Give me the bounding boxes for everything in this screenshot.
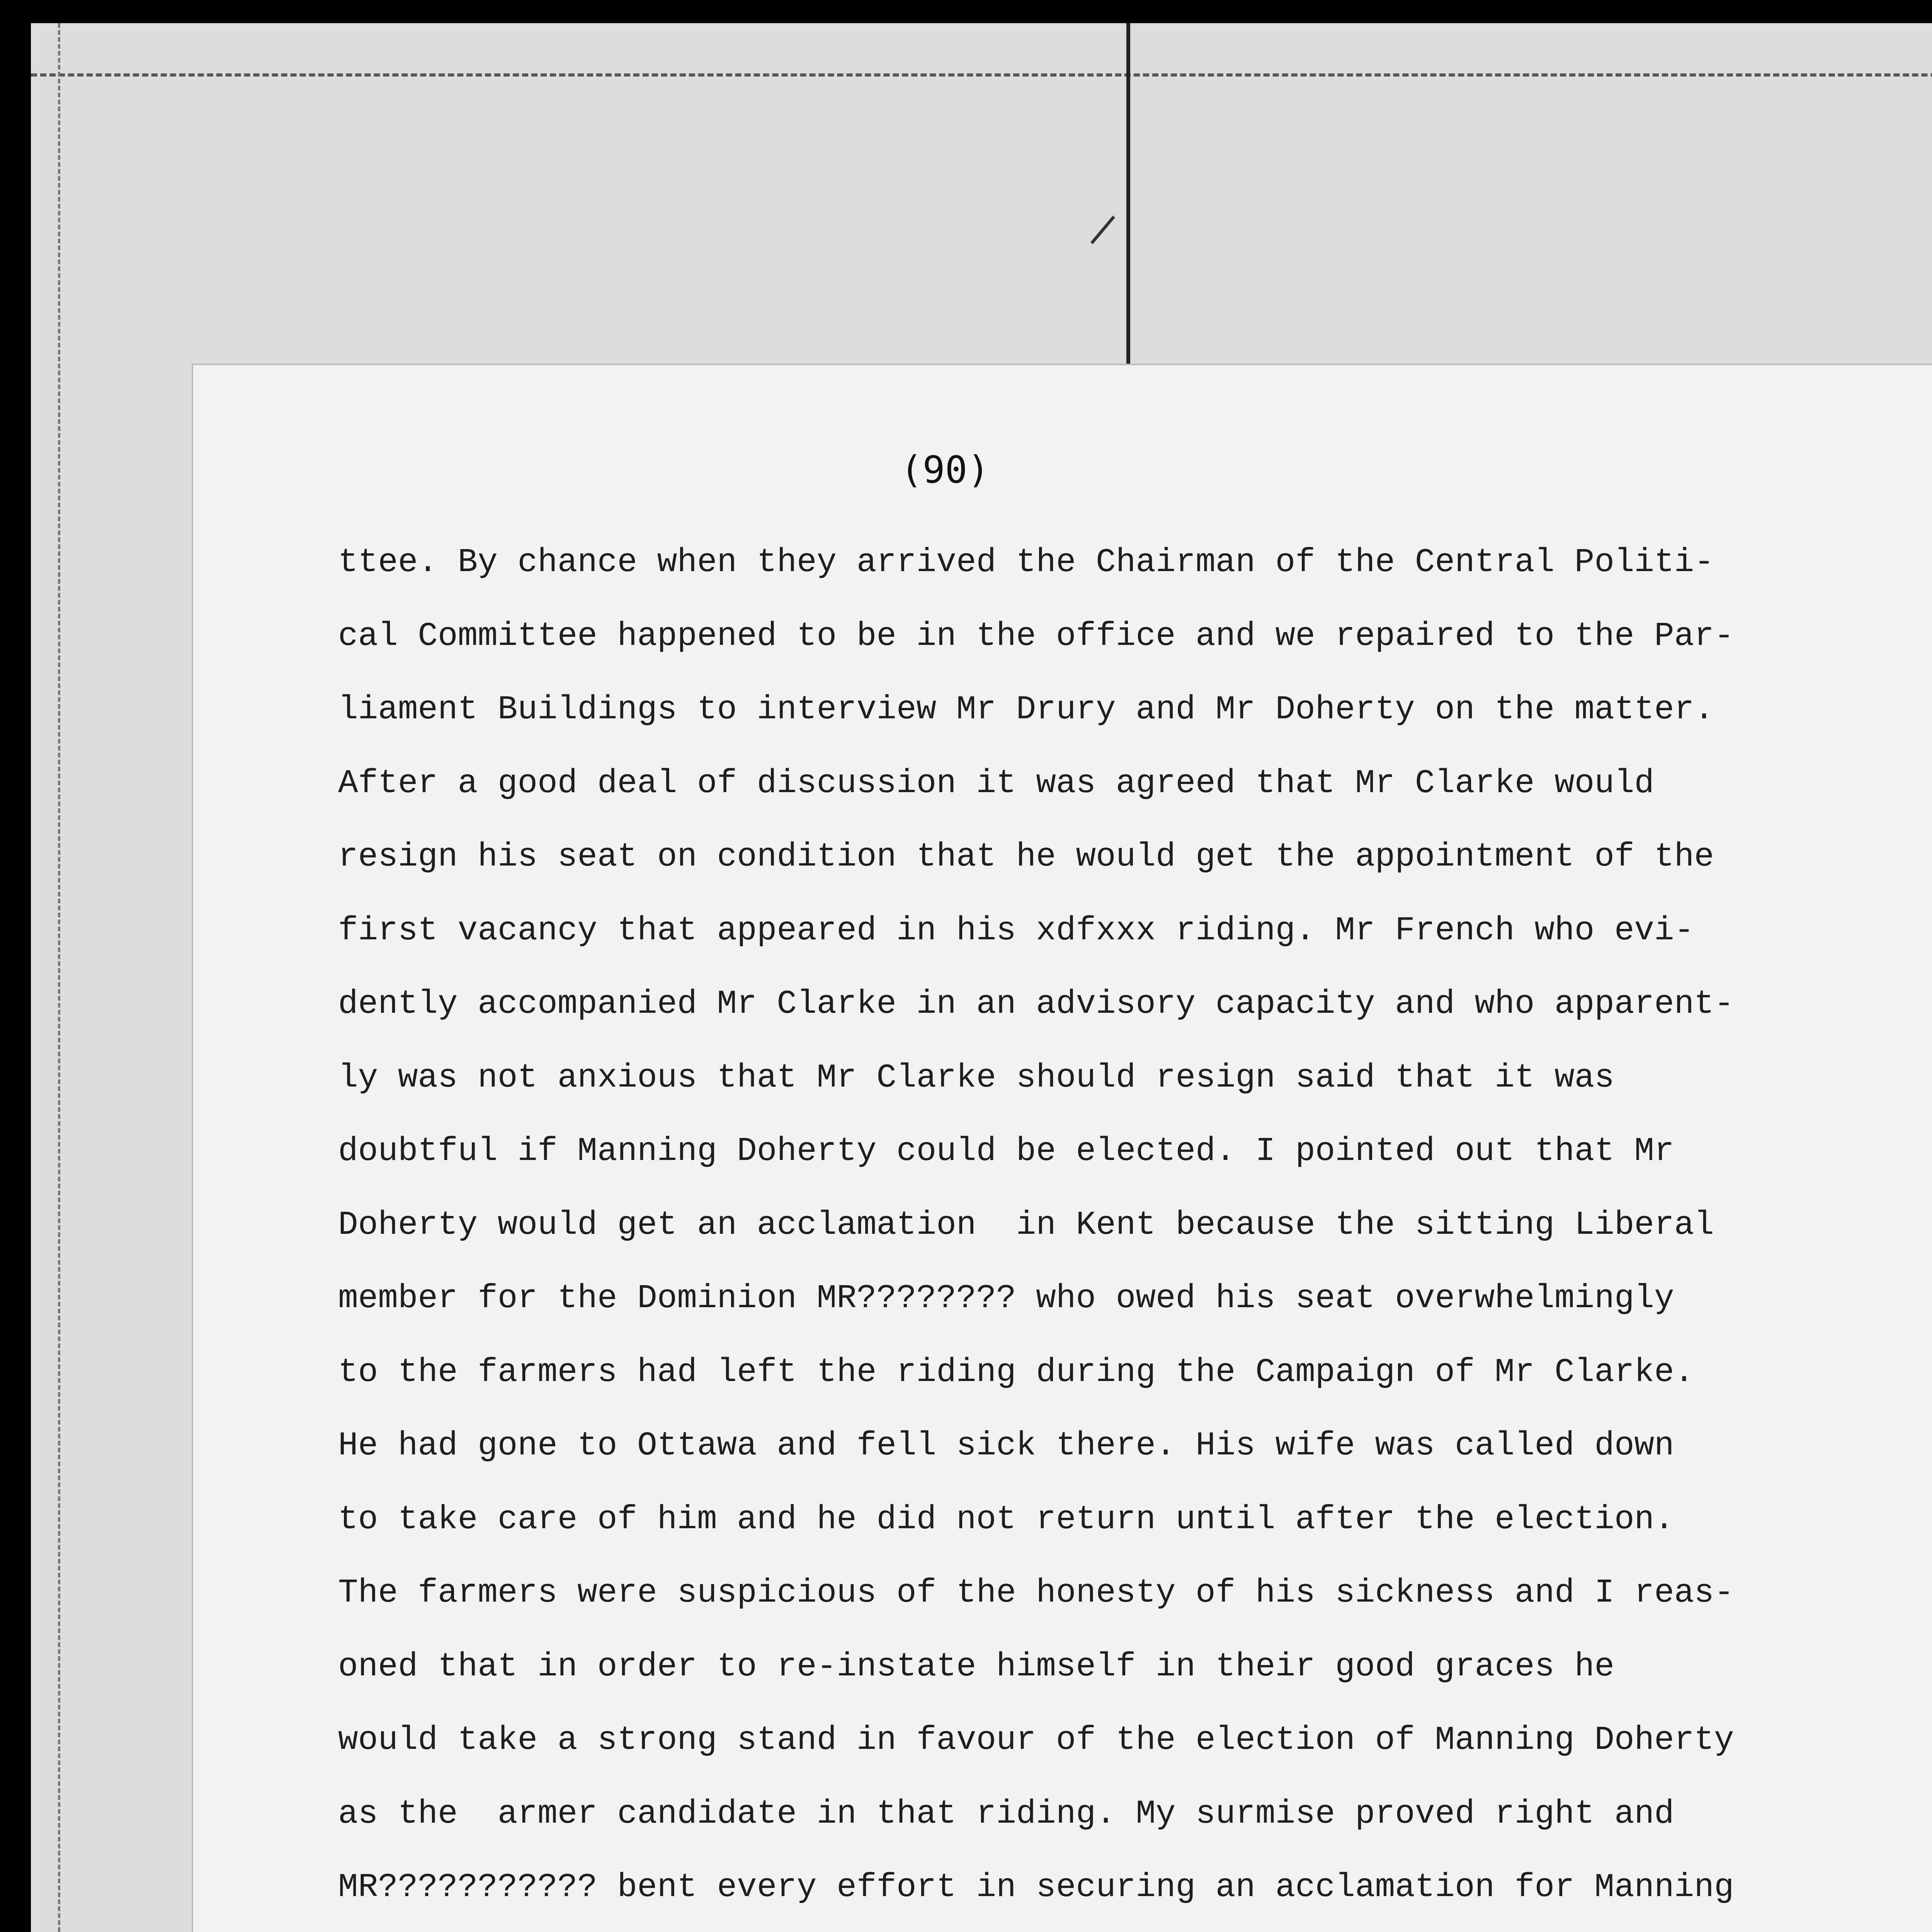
- text-line: ly was not anxious that Mr Clarke should resign said that it was: [338, 1058, 1614, 1097]
- text-line: member for the Dominion MR???????? who owed his seat overwhelmingly: [338, 1279, 1674, 1317]
- text-line: first vacancy that appeared in his xdfxxx riding. Mr French who evi-: [338, 911, 1694, 949]
- text-line: to take care of him and he did not return until after the election.: [338, 1500, 1674, 1538]
- text-line: to the farmers had left the riding during the Campaign of Mr Clarke.: [338, 1353, 1694, 1391]
- text-line: doubtful if Manning Doherty could be elected. I pointed out that Mr: [338, 1132, 1674, 1170]
- text-line: The farmers were suspicious of the honesty of his sickness and I reas-: [338, 1574, 1734, 1612]
- text-line: ttee. By chance when they arrived the Chairman of the Central Politi-: [338, 543, 1714, 581]
- text-line: oned that in order to re-instate himself in their good graces he: [338, 1647, 1614, 1685]
- text-line: dently accompanied Mr Clarke in an advisory capacity and who apparent-: [338, 985, 1734, 1023]
- backing-left-edge: [58, 23, 60, 1932]
- text-line: liament Buildings to interview Mr Drury and Mr Doherty on the matter.: [338, 690, 1714, 728]
- text-line: After a good deal of discussion it was agreed that Mr Clarke would: [338, 764, 1655, 802]
- page-number: (90): [900, 448, 990, 492]
- text-line: Doherty would get an acclamation in Kent because the sitting Liberal: [338, 1206, 1714, 1244]
- text-line: MR??????????? bent every effort in securing an acclamation for Manning: [338, 1868, 1734, 1906]
- text-line: resign his seat on condition that he would get the appointment of the: [338, 838, 1714, 876]
- text-line: would take a strong stand in favour of the election of Manning Doherty: [338, 1721, 1734, 1759]
- text-line: He had gone to Ottawa and fell sick there. His wife was called down: [338, 1427, 1674, 1464]
- text-line: cal Committee happened to be in the office and we repaired to the Par-: [338, 617, 1734, 655]
- text-line: as the armer candidate in that riding. My surmise proved right and: [338, 1794, 1674, 1833]
- body-text: [338, 526, 1932, 1932]
- backing-fold-line: [31, 73, 1932, 77]
